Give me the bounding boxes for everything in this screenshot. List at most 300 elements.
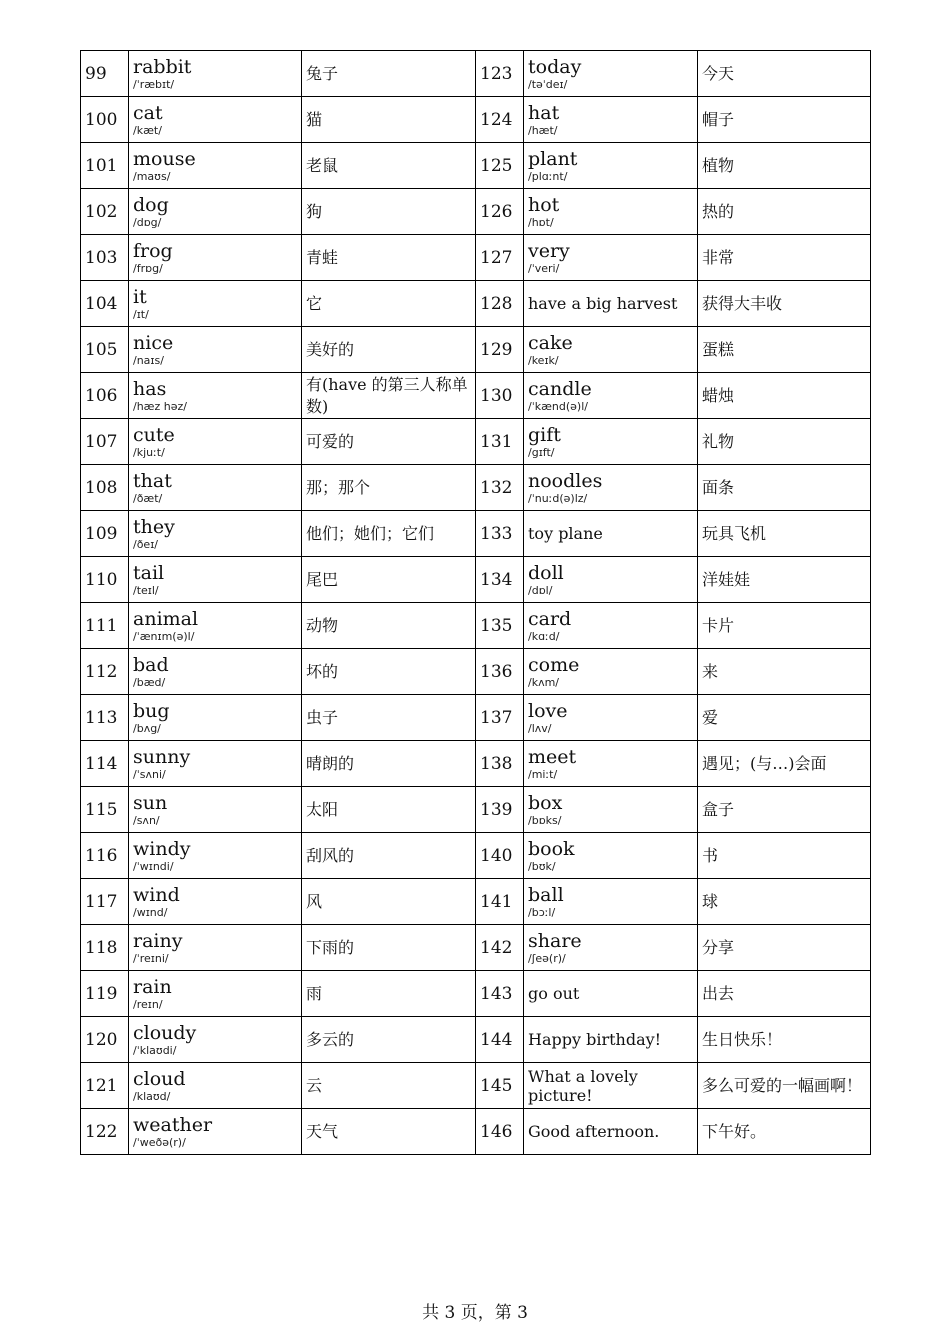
entry-number: 102 [81, 189, 129, 235]
entry-number: 135 [476, 603, 524, 649]
chinese-meaning-cell [698, 511, 871, 557]
entry-word-cell [129, 879, 302, 925]
english-phrase: Happy birthday! [528, 1030, 662, 1049]
table-row [81, 281, 871, 327]
table-row [81, 373, 871, 419]
phonetic-transcription: /plɑːnt/ [528, 169, 568, 183]
chinese-meaning-cell [698, 879, 871, 925]
entry-number: 114 [81, 741, 129, 787]
table-row [81, 833, 871, 879]
entry-number: 137 [476, 695, 524, 741]
entry-number: 134 [476, 557, 524, 603]
entry-word-cell [524, 51, 698, 97]
chinese-meaning: 遇见；(与…)会面 [702, 753, 827, 773]
entry-word-cell [524, 465, 698, 511]
phonetic-transcription: /ˈwɪndi/ [133, 859, 174, 873]
chinese-meaning: 坏的 [306, 661, 339, 681]
entry-word-cell [129, 373, 302, 419]
entry-word-cell [524, 925, 698, 971]
english-word: noodles [528, 469, 603, 492]
english-word: share [528, 929, 582, 952]
chinese-meaning: 卡片 [702, 615, 735, 635]
entry-number: 127 [476, 235, 524, 281]
table-row [81, 51, 871, 97]
phonetic-transcription: /dɒl/ [528, 583, 553, 597]
chinese-meaning-cell [302, 787, 476, 833]
chinese-meaning: 热的 [702, 201, 735, 221]
phonetic-transcription: /ðeɪ/ [133, 537, 158, 551]
entry-number: 136 [476, 649, 524, 695]
entry-number: 109 [81, 511, 129, 557]
entry-number: 124 [476, 97, 524, 143]
entry-word-cell [524, 281, 698, 327]
english-word: they [133, 515, 175, 538]
entry-word-cell [524, 787, 698, 833]
table-row [81, 1017, 871, 1063]
english-word: candle [528, 377, 592, 400]
entry-number: 111 [81, 603, 129, 649]
entry-number: 129 [476, 327, 524, 373]
phonetic-transcription: /hæt/ [528, 123, 558, 137]
page-footer: 共 3 页，第 3 [422, 1303, 528, 1323]
chinese-meaning: 下雨的 [306, 937, 355, 957]
chinese-meaning-cell [302, 925, 476, 971]
table-row [81, 143, 871, 189]
english-phrase: go out [528, 984, 580, 1003]
phonetic-transcription: /təˈdeɪ/ [528, 77, 568, 91]
english-word: love [528, 699, 568, 722]
chinese-meaning-cell [302, 603, 476, 649]
english-word: rabbit [133, 55, 192, 78]
entry-word-cell [524, 189, 698, 235]
entry-number: 138 [476, 741, 524, 787]
entry-number: 140 [476, 833, 524, 879]
chinese-meaning-cell [302, 741, 476, 787]
table-row [81, 649, 871, 695]
phonetic-transcription: /kɑːd/ [528, 629, 560, 643]
chinese-meaning-cell [302, 511, 476, 557]
phonetic-transcription: /ɪt/ [133, 307, 149, 321]
phonetic-transcription: /ˈklaʊdi/ [133, 1043, 177, 1057]
phonetic-transcription: /hæz həz/ [133, 399, 187, 413]
entry-number: 142 [476, 925, 524, 971]
chinese-meaning-cell [698, 327, 871, 373]
chinese-meaning-cell [302, 97, 476, 143]
chinese-meaning: 狗 [306, 201, 323, 221]
entry-word-cell [524, 1017, 698, 1063]
phonetic-transcription: /ˈveri/ [528, 261, 560, 275]
chinese-meaning: 礼物 [702, 431, 735, 451]
entry-word-cell [129, 97, 302, 143]
chinese-meaning-cell [698, 235, 871, 281]
phonetic-transcription: /ˈweðə(r)/ [133, 1135, 186, 1149]
entry-word-cell [129, 189, 302, 235]
entry-number: 120 [81, 1017, 129, 1063]
entry-word-cell [524, 97, 698, 143]
english-word: come [528, 653, 580, 676]
entry-number: 106 [81, 373, 129, 419]
chinese-meaning-cell [302, 649, 476, 695]
chinese-meaning-cell [698, 603, 871, 649]
entry-word-cell [129, 971, 302, 1017]
english-word: rain [133, 975, 172, 998]
chinese-meaning: 蜡烛 [702, 385, 735, 405]
chinese-meaning: 生日快乐！ [702, 1029, 783, 1049]
entry-number: 125 [476, 143, 524, 189]
chinese-meaning-cell [698, 557, 871, 603]
chinese-meaning-cell [698, 465, 871, 511]
chinese-meaning-cell [302, 51, 476, 97]
table-row [81, 925, 871, 971]
chinese-meaning: 蛋糕 [702, 339, 735, 359]
entry-word-cell [129, 557, 302, 603]
phonetic-transcription: /gɪft/ [528, 445, 555, 459]
chinese-meaning: 获得大丰收 [702, 293, 783, 313]
chinese-meaning-cell [302, 189, 476, 235]
english-phrase: What a lovely picture! [528, 1066, 638, 1105]
phonetic-transcription: /ˈænɪm(ə)l/ [133, 629, 195, 643]
entry-number: 117 [81, 879, 129, 925]
entry-word-cell [129, 327, 302, 373]
chinese-meaning-cell [302, 373, 476, 419]
chinese-meaning-cell [698, 373, 871, 419]
phonetic-transcription: /ˈkænd(ə)l/ [528, 399, 588, 413]
chinese-meaning: 面条 [702, 477, 735, 497]
chinese-meaning: 晴朗的 [306, 753, 355, 773]
chinese-meaning: 雨 [306, 983, 323, 1003]
chinese-meaning: 虫子 [306, 707, 339, 727]
chinese-meaning: 它 [306, 293, 323, 313]
chinese-meaning: 洋娃娃 [702, 569, 751, 589]
entry-word-cell [524, 695, 698, 741]
english-word: card [528, 607, 572, 630]
chinese-meaning: 有(have 的第三人称单数) [306, 374, 468, 416]
english-word: rainy [133, 929, 183, 952]
entry-word-cell [129, 511, 302, 557]
phonetic-transcription: /naɪs/ [133, 353, 164, 367]
entry-word-cell [524, 143, 698, 189]
table-row [81, 97, 871, 143]
entry-word-cell [524, 419, 698, 465]
phonetic-transcription: /bɒks/ [528, 813, 562, 827]
chinese-meaning-cell [302, 833, 476, 879]
entry-number: 121 [81, 1063, 129, 1109]
phonetic-transcription: /sʌn/ [133, 813, 160, 827]
entry-number: 146 [476, 1109, 524, 1155]
chinese-meaning: 植物 [702, 155, 735, 175]
entry-word-cell [129, 419, 302, 465]
english-word: has [133, 377, 167, 400]
phonetic-transcription: /bʌg/ [133, 721, 161, 735]
chinese-meaning-cell [698, 695, 871, 741]
chinese-meaning-cell [698, 419, 871, 465]
entry-word-cell [129, 1063, 302, 1109]
chinese-meaning: 球 [702, 891, 719, 911]
english-word: book [528, 837, 575, 860]
chinese-meaning-cell [302, 235, 476, 281]
entry-word-cell [524, 327, 698, 373]
chinese-meaning-cell [698, 649, 871, 695]
entry-word-cell [524, 511, 698, 557]
english-word: cake [528, 331, 573, 354]
vocabulary-table-body [81, 51, 871, 1155]
entry-word-cell [129, 235, 302, 281]
entry-number: 122 [81, 1109, 129, 1155]
phonetic-transcription: /ˈnuːd(ə)lz/ [528, 491, 588, 505]
entry-word-cell [129, 649, 302, 695]
chinese-meaning: 今天 [702, 63, 735, 83]
phonetic-transcription: /bæd/ [133, 675, 166, 689]
table-row [81, 327, 871, 373]
phonetic-transcription: /keɪk/ [528, 353, 559, 367]
entry-number: 100 [81, 97, 129, 143]
chinese-meaning: 盒子 [702, 799, 735, 819]
chinese-meaning: 猫 [306, 109, 323, 129]
entry-word-cell [524, 971, 698, 1017]
table-row [81, 1109, 871, 1155]
entry-word-cell [129, 465, 302, 511]
chinese-meaning-cell [302, 465, 476, 511]
entry-number: 143 [476, 971, 524, 1017]
entry-word-cell [129, 51, 302, 97]
entry-word-cell [129, 741, 302, 787]
english-word: today [528, 55, 582, 78]
entry-number: 116 [81, 833, 129, 879]
phonetic-transcription: /wɪnd/ [133, 905, 168, 919]
chinese-meaning-cell [698, 51, 871, 97]
chinese-meaning: 那；那个 [306, 477, 371, 497]
english-word: bug [133, 699, 170, 722]
chinese-meaning: 刮风的 [306, 845, 355, 865]
chinese-meaning-cell [698, 281, 871, 327]
english-word: ball [528, 883, 564, 906]
entry-number: 144 [476, 1017, 524, 1063]
entry-number: 133 [476, 511, 524, 557]
entry-number: 128 [476, 281, 524, 327]
chinese-meaning: 多云的 [306, 1029, 355, 1049]
chinese-meaning: 出去 [702, 983, 735, 1003]
phonetic-transcription: /lʌv/ [528, 721, 552, 735]
entry-word-cell [129, 695, 302, 741]
chinese-meaning: 非常 [702, 247, 735, 267]
entry-number: 131 [476, 419, 524, 465]
table-row [81, 557, 871, 603]
chinese-meaning-cell [698, 925, 871, 971]
chinese-meaning-cell [302, 971, 476, 1017]
phonetic-transcription: /ˈsʌni/ [133, 767, 166, 781]
table-row [81, 741, 871, 787]
chinese-meaning-cell [698, 189, 871, 235]
chinese-meaning: 爱 [702, 707, 719, 727]
chinese-meaning: 可爱的 [306, 431, 355, 451]
chinese-meaning: 多么可爱的一幅画啊！ [702, 1075, 863, 1095]
phonetic-transcription: /kʌm/ [528, 675, 560, 689]
entry-word-cell [129, 1109, 302, 1155]
chinese-meaning-cell [302, 879, 476, 925]
chinese-meaning: 风 [306, 891, 323, 911]
entry-number: 130 [476, 373, 524, 419]
chinese-meaning-cell [698, 97, 871, 143]
entry-word-cell [524, 741, 698, 787]
phonetic-transcription: /teɪl/ [133, 583, 159, 597]
phonetic-transcription: /frɒg/ [133, 261, 163, 275]
english-phrase: Good afternoon. [528, 1122, 660, 1141]
english-word: gift [528, 423, 561, 446]
chinese-meaning: 书 [702, 845, 719, 865]
english-word: bad [133, 653, 169, 676]
chinese-meaning-cell [698, 143, 871, 189]
chinese-meaning: 青蛙 [306, 247, 339, 267]
chinese-meaning: 玩具飞机 [702, 523, 767, 543]
entry-word-cell [524, 373, 698, 419]
entry-word-cell [129, 787, 302, 833]
entry-word-cell [524, 603, 698, 649]
phonetic-transcription: /ˈræbɪt/ [133, 77, 175, 91]
entry-number: 141 [476, 879, 524, 925]
english-word: cloud [133, 1067, 186, 1090]
entry-number: 101 [81, 143, 129, 189]
english-word: frog [133, 239, 173, 262]
entry-number: 119 [81, 971, 129, 1017]
entry-number: 105 [81, 327, 129, 373]
english-word: that [133, 469, 172, 492]
english-word: hat [528, 101, 560, 124]
entry-number: 99 [81, 51, 129, 97]
english-word: hot [528, 193, 560, 216]
chinese-meaning-cell [698, 833, 871, 879]
entry-number: 110 [81, 557, 129, 603]
phonetic-transcription: /kjuːt/ [133, 445, 165, 459]
entry-number: 145 [476, 1063, 524, 1109]
chinese-meaning-cell [302, 281, 476, 327]
entry-number: 123 [476, 51, 524, 97]
table-row [81, 189, 871, 235]
english-word: plant [528, 147, 578, 170]
phonetic-transcription: /reɪn/ [133, 997, 163, 1011]
entry-number: 107 [81, 419, 129, 465]
chinese-meaning: 帽子 [702, 109, 735, 129]
chinese-meaning: 分享 [702, 937, 735, 957]
english-word: wind [133, 883, 180, 906]
chinese-meaning: 云 [306, 1075, 323, 1095]
table-row [81, 695, 871, 741]
phonetic-transcription: /kæt/ [133, 123, 162, 137]
chinese-meaning: 他们；她们；它们 [306, 523, 435, 543]
english-word: animal [133, 607, 199, 630]
entry-number: 132 [476, 465, 524, 511]
table-row [81, 603, 871, 649]
entry-word-cell [524, 1109, 698, 1155]
entry-word-cell [129, 603, 302, 649]
entry-word-cell [129, 833, 302, 879]
chinese-meaning: 兔子 [306, 63, 339, 83]
phonetic-transcription: /ˈreɪni/ [133, 951, 169, 965]
chinese-meaning-cell [302, 327, 476, 373]
entry-word-cell [524, 557, 698, 603]
table-row [81, 971, 871, 1017]
entry-number: 118 [81, 925, 129, 971]
table-row [81, 235, 871, 281]
chinese-meaning-cell [698, 971, 871, 1017]
entry-word-cell [524, 235, 698, 281]
entry-word-cell [524, 879, 698, 925]
phonetic-transcription: /miːt/ [528, 767, 558, 781]
entry-word-cell [129, 925, 302, 971]
entry-word-cell [129, 143, 302, 189]
table-row [81, 787, 871, 833]
chinese-meaning-cell [302, 1109, 476, 1155]
english-word: cloudy [133, 1021, 197, 1044]
english-word: tail [133, 561, 165, 584]
chinese-meaning-cell [302, 695, 476, 741]
chinese-meaning: 美好的 [306, 339, 355, 359]
english-word: box [528, 791, 563, 814]
english-phrase: have a big harvest [528, 294, 678, 313]
english-word: it [133, 285, 147, 308]
entry-word-cell [129, 1017, 302, 1063]
phonetic-transcription: /ʃeə(r)/ [528, 951, 566, 965]
english-word: dog [133, 193, 169, 216]
chinese-meaning: 来 [702, 661, 719, 681]
chinese-meaning-cell [302, 419, 476, 465]
entry-number: 104 [81, 281, 129, 327]
english-word: cute [133, 423, 175, 446]
chinese-meaning: 下午好。 [702, 1121, 767, 1141]
phonetic-transcription: /ðæt/ [133, 491, 163, 505]
chinese-meaning-cell [698, 741, 871, 787]
english-word: cat [133, 101, 163, 124]
entry-number: 112 [81, 649, 129, 695]
entry-number: 108 [81, 465, 129, 511]
english-word: sunny [133, 745, 191, 768]
entry-word-cell [524, 833, 698, 879]
english-word: meet [528, 745, 577, 768]
phonetic-transcription: /hɒt/ [528, 215, 554, 229]
phonetic-transcription: /bʊk/ [528, 859, 556, 873]
phonetic-transcription: /dɒg/ [133, 215, 162, 229]
phonetic-transcription: /klaʊd/ [133, 1089, 171, 1103]
entry-word-cell [524, 649, 698, 695]
chinese-meaning-cell [302, 557, 476, 603]
entry-number: 113 [81, 695, 129, 741]
english-phrase: toy plane [528, 524, 603, 543]
english-word: windy [133, 837, 191, 860]
entry-word-cell [129, 281, 302, 327]
entry-word-cell [524, 1063, 698, 1109]
table-row [81, 879, 871, 925]
entry-number: 126 [476, 189, 524, 235]
english-word: nice [133, 331, 174, 354]
vocabulary-table [80, 50, 871, 1155]
english-word: weather [133, 1113, 213, 1136]
chinese-meaning: 老鼠 [306, 155, 339, 175]
table-row [81, 419, 871, 465]
chinese-meaning-cell [698, 1109, 871, 1155]
chinese-meaning-cell [302, 1063, 476, 1109]
phonetic-transcription: /maʊs/ [133, 169, 171, 183]
chinese-meaning-cell [698, 1017, 871, 1063]
chinese-meaning: 太阳 [306, 799, 339, 819]
english-word: doll [528, 561, 564, 584]
chinese-meaning: 天气 [306, 1121, 339, 1141]
english-word: mouse [133, 147, 196, 170]
entry-number: 103 [81, 235, 129, 281]
chinese-meaning-cell [302, 143, 476, 189]
english-word: very [528, 239, 570, 262]
phonetic-transcription: /bɔːl/ [528, 905, 556, 919]
table-row [81, 465, 871, 511]
chinese-meaning-cell [302, 1017, 476, 1063]
